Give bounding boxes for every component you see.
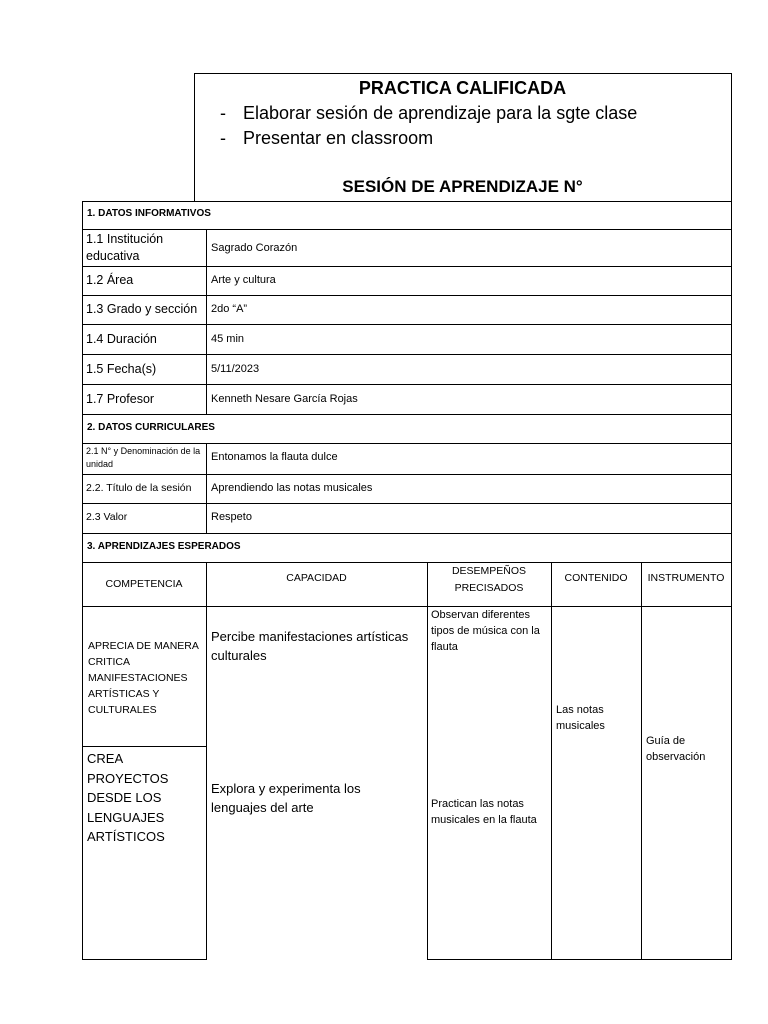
label-value-divider — [206, 443, 207, 533]
row-value-fecha: 5/11/2023 — [211, 363, 260, 375]
row-label-unidad: 2.1 N° y Denominación de la unidad — [86, 446, 201, 469]
row-label-fecha: 1.5 Fecha(s) — [86, 362, 157, 376]
competencia-2: CREA PROYECTOS DESDE LOS LENGUAJES ARTÍSTICOS — [87, 751, 169, 844]
bullet-item-2: Presentar en classroom — [243, 128, 434, 148]
rule — [82, 295, 732, 296]
rule — [82, 354, 732, 355]
rule — [82, 201, 732, 202]
column-header-contenido: CONTENIDO — [564, 572, 628, 584]
row-label-valor: 2.3 Valor — [86, 511, 128, 523]
rule — [82, 266, 732, 267]
col-divider — [551, 562, 552, 960]
rule — [82, 746, 207, 747]
row-label-grado: 1.3 Grado y sección — [86, 302, 198, 316]
rule — [82, 384, 732, 385]
competencia-1: APRECIA DE MANERA CRITICA MANIFESTACIONES ARTÍSTICAS Y CULTURALES — [88, 640, 199, 716]
row-label-duracion: 1.4 Duración — [86, 332, 157, 346]
column-header-instrumento: INSTRUMENTO — [647, 572, 725, 584]
rule — [82, 959, 207, 960]
column-header-capacidad: CAPACIDAD — [286, 572, 347, 584]
rule — [82, 414, 732, 415]
rule — [82, 443, 732, 444]
rule — [82, 324, 732, 325]
desempeno-2: Practican las notas musicales en la flauta — [431, 798, 537, 826]
rule — [82, 533, 732, 534]
rule — [82, 562, 732, 563]
row-value-area: Arte y cultura — [211, 274, 276, 286]
session-title: SESIÓN DE APRENDIZAJE N° — [342, 177, 583, 196]
row-label-institucion: 1.1 Institución educativa — [86, 232, 164, 263]
row-value-valor: Respeto — [211, 511, 252, 523]
section-heading-1: 1. DATOS INFORMATIVOS — [87, 208, 211, 219]
header-top-border — [194, 73, 732, 74]
label-value-divider — [206, 229, 207, 414]
capacidad-2: Explora y experimenta los lenguajes del arte — [211, 781, 361, 815]
rule — [82, 474, 732, 475]
column-header-desempenos: DESEMPEÑOS PRECISADOS — [451, 565, 527, 594]
rule — [427, 959, 732, 960]
page-title: PRACTICA CALIFICADA — [358, 78, 567, 98]
desempeno-1: Observan diferentes tipos de música con la flauta — [431, 609, 540, 653]
row-value-grado: 2do “A” — [211, 303, 248, 315]
column-header-competencia: COMPETENCIA — [105, 578, 183, 590]
table-right-border — [731, 73, 732, 960]
rule — [82, 606, 732, 607]
section-heading-3: 3. APRENDIZAJES ESPERADOS — [87, 541, 241, 552]
rule — [82, 503, 732, 504]
col-divider — [641, 562, 642, 960]
row-label-titulo: 2.2. Título de la sesión — [86, 482, 192, 494]
row-label-area: 1.2 Área — [86, 273, 134, 287]
row-label-profesor: 1.7 Profesor — [86, 392, 155, 406]
rule — [82, 229, 732, 230]
row-value-unidad: Entonamos la flauta dulce — [211, 451, 338, 463]
instrumento-value: Guía de observación — [646, 735, 706, 763]
row-value-institucion: Sagrado Corazón — [211, 242, 298, 254]
bullet-item-1: Elaborar sesión de aprendizaje para la sgte clase — [243, 103, 638, 123]
row-value-profesor: Kenneth Nesare García Rojas — [211, 393, 358, 405]
row-value-duracion: 45 min — [211, 333, 245, 345]
row-value-titulo: Aprendiendo las notas musicales — [211, 482, 373, 494]
capacidad-1: Percibe manifestaciones artísticas culturales — [211, 629, 409, 663]
section-heading-2: 2. DATOS CURRICULARES — [87, 422, 215, 433]
bullet-marker-1: - — [220, 103, 226, 123]
col-divider — [206, 562, 207, 960]
col-divider — [427, 562, 428, 960]
bullet-marker-2: - — [220, 128, 226, 148]
contenido-value: Las notas musicales — [556, 704, 605, 732]
